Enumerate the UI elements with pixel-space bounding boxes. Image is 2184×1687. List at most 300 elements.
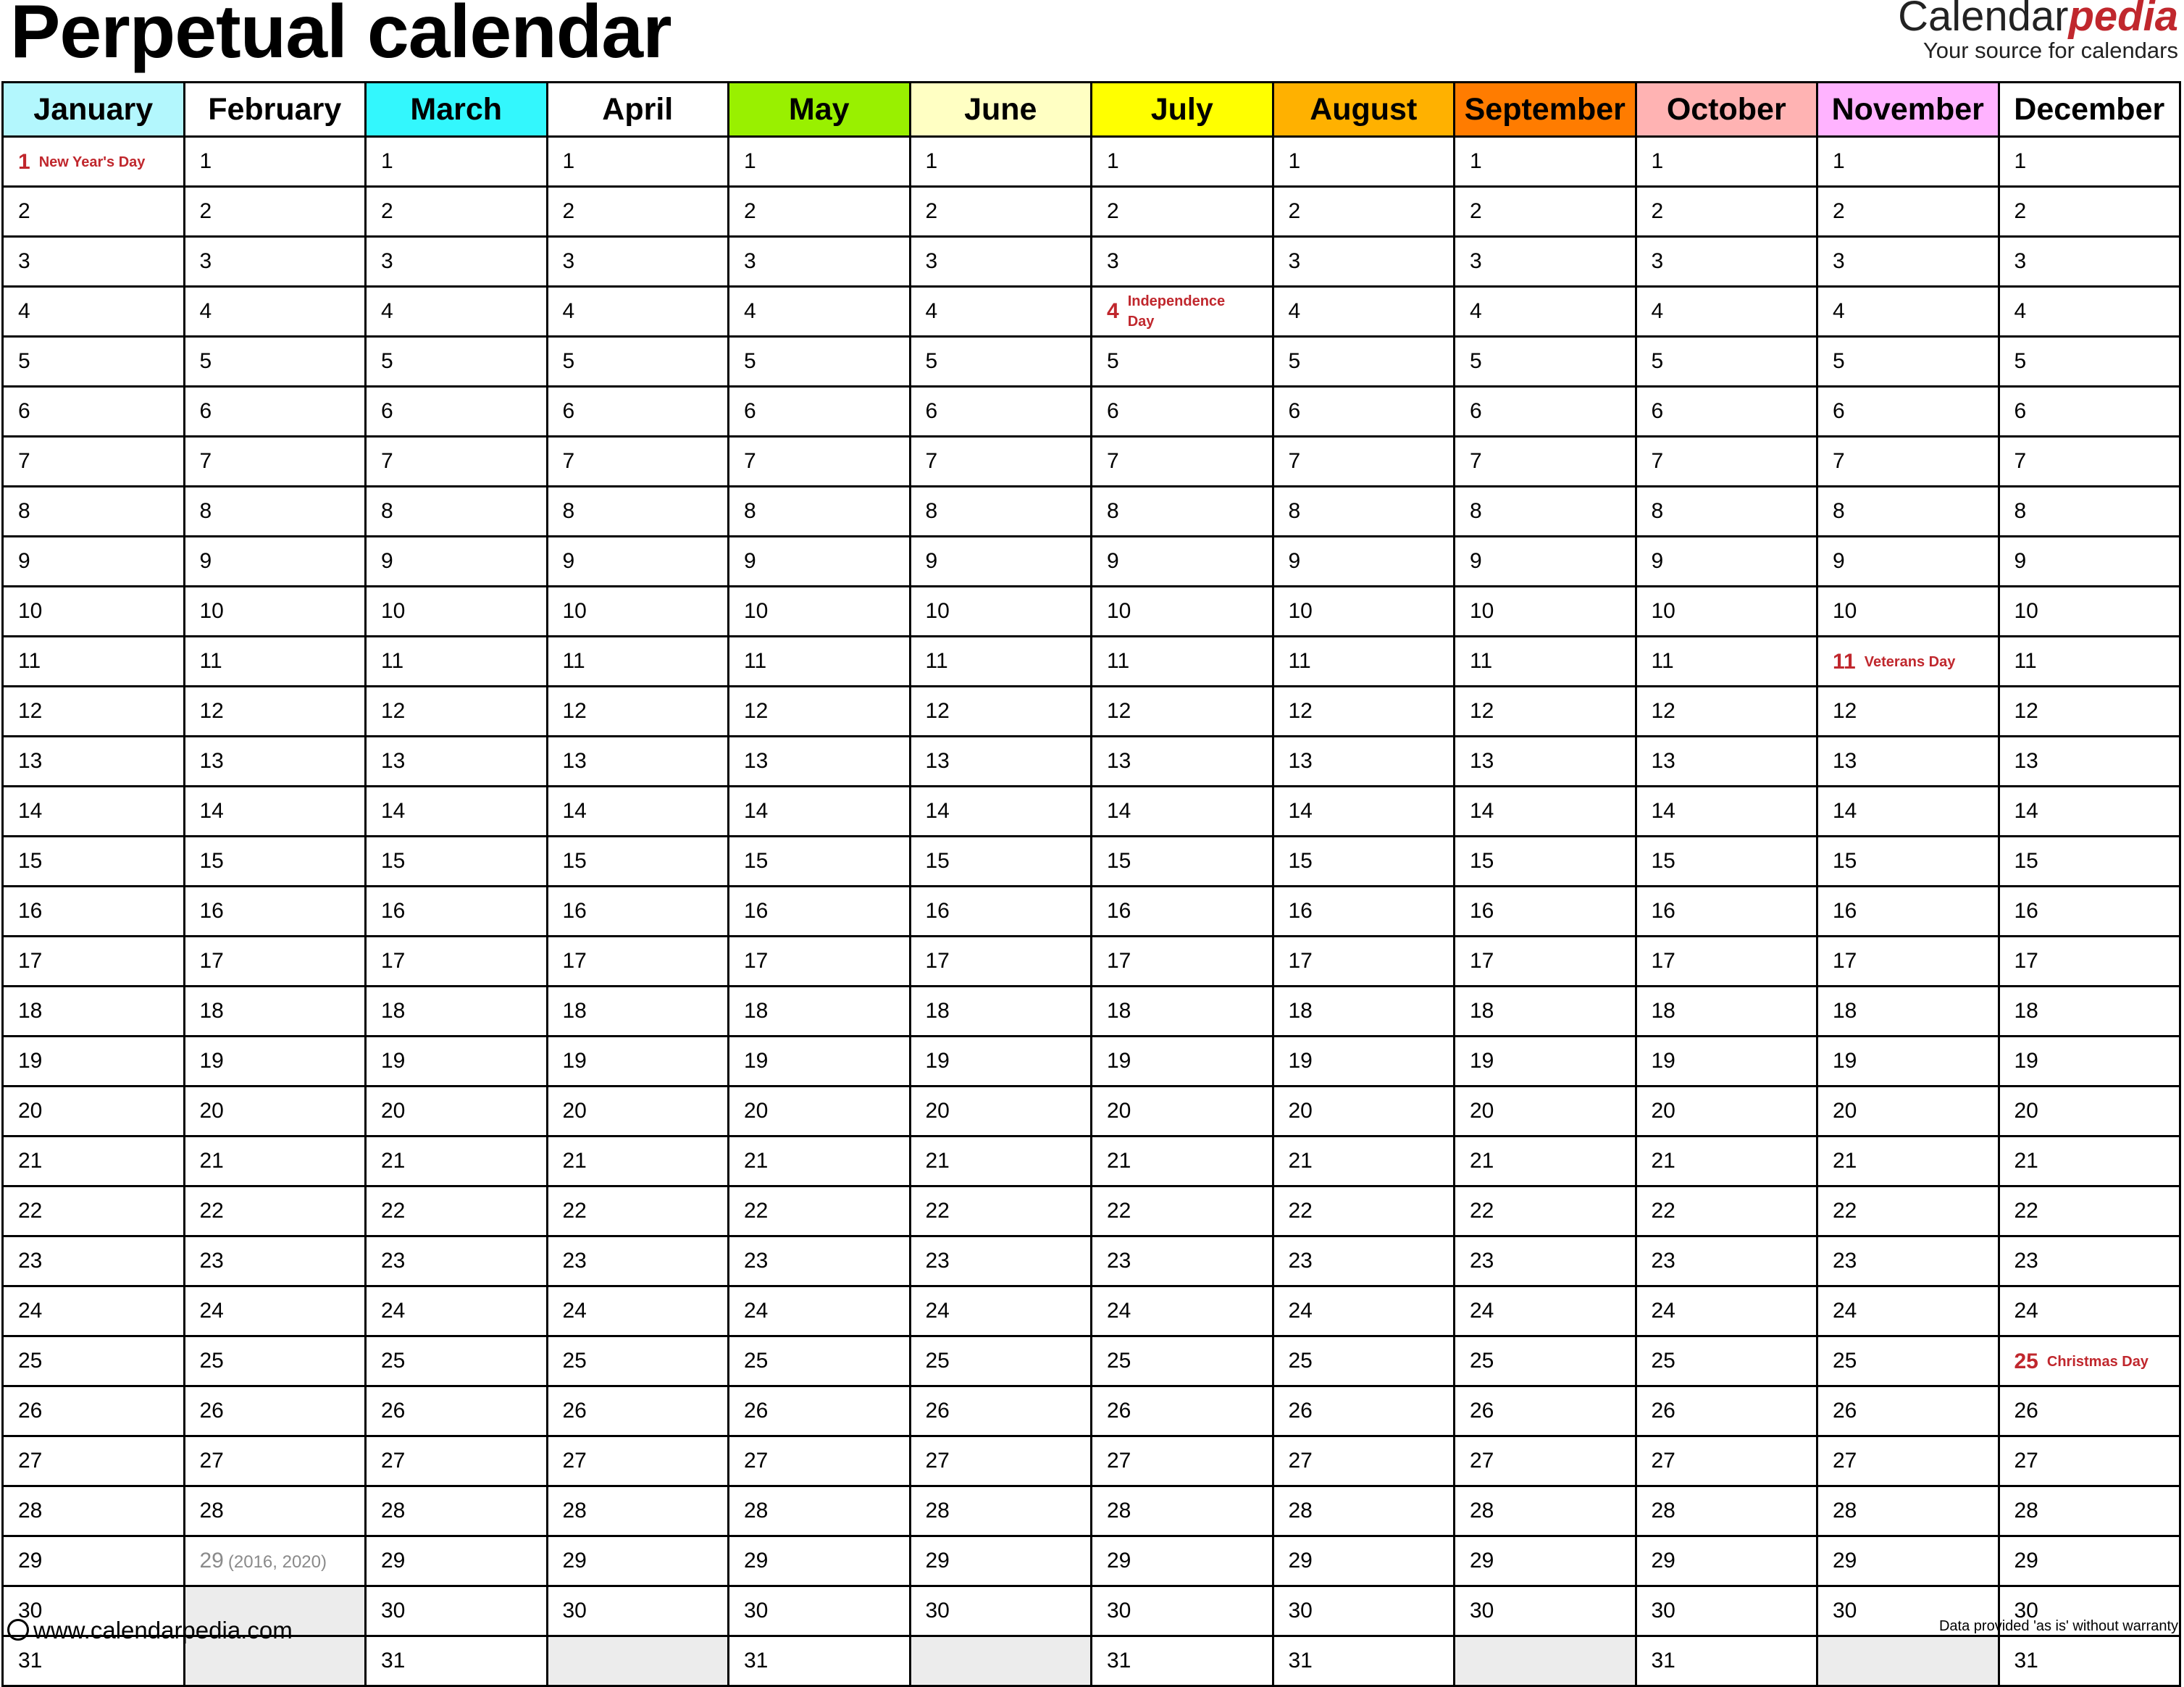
- day-cell: 29: [910, 1536, 1092, 1586]
- day-cell: 27: [1273, 1436, 1455, 1486]
- day-cell: 8: [1273, 487, 1455, 537]
- day-cell: 16: [1817, 887, 1999, 937]
- day-cell: 2: [366, 187, 548, 237]
- month-header-january: January: [3, 83, 185, 137]
- day-cell: 11: [1999, 637, 2180, 687]
- day-cell: 27: [1455, 1436, 1636, 1486]
- table-row: [3, 187, 2180, 237]
- day-cell: 17: [3, 937, 185, 987]
- day-cell: 16: [3, 887, 185, 937]
- day-cell: 25: [184, 1336, 366, 1386]
- day-cell: 30: [910, 1586, 1092, 1636]
- day-cell: 8: [729, 487, 911, 537]
- day-cell: 4: [910, 287, 1092, 337]
- day-cell: 3: [366, 237, 548, 287]
- day-cell: 19: [3, 1037, 185, 1087]
- website-link[interactable]: [7, 1617, 293, 1644]
- day-cell: 30: [1636, 1586, 1817, 1636]
- day-cell: 3: [729, 237, 911, 287]
- day-cell: 27: [184, 1436, 366, 1486]
- day-cell: 9: [1455, 537, 1636, 587]
- day-cell: 28: [184, 1486, 366, 1536]
- day-cell: 7: [910, 437, 1092, 487]
- day-cell: 11: [910, 637, 1092, 687]
- day-cell: 10: [1636, 587, 1817, 637]
- day-cell: 16: [1999, 887, 2180, 937]
- day-cell: 7: [1273, 437, 1455, 487]
- table-row: [3, 587, 2180, 637]
- day-cell: 11: [184, 637, 366, 687]
- day-cell: 14: [729, 787, 911, 837]
- day-cell: 16: [1455, 887, 1636, 937]
- day-cell: 27: [1999, 1436, 2180, 1486]
- day-cell: 25: [910, 1336, 1092, 1386]
- day-cell: 23: [1999, 1236, 2180, 1286]
- day-cell: 12: [1999, 687, 2180, 737]
- day-cell: 2: [1999, 187, 2180, 237]
- day-cell: 10: [1999, 587, 2180, 637]
- day-cell: 6: [1636, 387, 1817, 437]
- day-cell: 28: [1817, 1486, 1999, 1536]
- month-header-row: [3, 83, 2180, 137]
- day-cell: 25: [1092, 1336, 1273, 1386]
- day-cell: 31: [3, 1636, 185, 1686]
- day-cell: 5: [729, 337, 911, 387]
- day-cell: 26: [1092, 1386, 1273, 1436]
- month-header-october: October: [1636, 83, 1817, 137]
- day-cell: 23: [184, 1236, 366, 1286]
- day-cell: 24: [1273, 1286, 1455, 1336]
- brand-tagline: Your source for calendars: [1922, 38, 2178, 63]
- day-cell: 23: [1817, 1236, 1999, 1286]
- day-cell: 17: [729, 937, 911, 987]
- day-cell: 18: [3, 987, 185, 1037]
- day-cell: 9: [184, 537, 366, 587]
- day-cell: 20: [366, 1087, 548, 1136]
- day-cell: 14: [1817, 787, 1999, 837]
- day-cell: 14: [184, 787, 366, 837]
- table-row: [3, 837, 2180, 887]
- day-cell: 28: [1273, 1486, 1455, 1536]
- month-header-september: September: [1455, 83, 1636, 137]
- day-cell: 18: [1999, 987, 2180, 1037]
- day-cell: 9: [729, 537, 911, 587]
- day-cell: 30: [729, 1586, 911, 1636]
- page-title: Perpetual calendar: [10, 0, 671, 74]
- day-cell: 17: [1636, 937, 1817, 987]
- day-cell: 21: [1455, 1136, 1636, 1186]
- day-cell: 12: [1817, 687, 1999, 737]
- day-cell: 7: [547, 437, 729, 487]
- disclaimer: Data provided 'as is' without warranty: [1938, 1618, 2178, 1634]
- day-cell: 18: [1455, 987, 1636, 1037]
- day-cell: 8: [366, 487, 548, 537]
- website-text: www.calendarpedia.com: [33, 1617, 293, 1644]
- day-cell: 22: [1092, 1186, 1273, 1236]
- day-cell: 1: [1273, 137, 1455, 187]
- day-cell: 15: [1455, 837, 1636, 887]
- day-cell: 22: [1999, 1186, 2180, 1236]
- day-cell: 24: [1636, 1286, 1817, 1336]
- month-header-march: March: [366, 83, 548, 137]
- holiday-cell: [1817, 637, 1999, 687]
- day-cell: 11: [1092, 637, 1273, 687]
- day-cell: 26: [1817, 1386, 1999, 1436]
- day-cell: 24: [3, 1286, 185, 1336]
- day-cell: 24: [184, 1286, 366, 1336]
- day-cell: 13: [1455, 737, 1636, 787]
- day-cell: 2: [1455, 187, 1636, 237]
- day-cell: 23: [910, 1236, 1092, 1286]
- day-cell: 7: [1455, 437, 1636, 487]
- empty-day-cell: [547, 1636, 729, 1686]
- day-cell: 7: [1092, 437, 1273, 487]
- day-cell: 3: [1999, 237, 2180, 287]
- day-cell: 14: [1273, 787, 1455, 837]
- day-cell: 9: [547, 537, 729, 587]
- day-cell: 25: [1273, 1336, 1455, 1386]
- day-cell: 8: [3, 487, 185, 537]
- day-cell: 5: [547, 337, 729, 387]
- leap-day-number: 29: [199, 1549, 224, 1573]
- day-cell: 11: [3, 637, 185, 687]
- day-cell: 10: [910, 587, 1092, 637]
- day-cell: 26: [3, 1386, 185, 1436]
- holiday-cell: [1092, 287, 1273, 337]
- day-cell: 13: [910, 737, 1092, 787]
- day-cell: 21: [3, 1136, 185, 1186]
- day-cell: 21: [1636, 1136, 1817, 1186]
- day-cell: 10: [3, 587, 185, 637]
- day-cell: 23: [3, 1236, 185, 1286]
- holiday-cell: [3, 137, 185, 187]
- day-cell: 1: [547, 137, 729, 187]
- day-cell: 11: [729, 637, 911, 687]
- day-cell: 15: [184, 837, 366, 887]
- day-cell: 8: [1817, 487, 1999, 537]
- day-cell: 6: [910, 387, 1092, 437]
- brand-logo[interactable]: [1898, 0, 2178, 62]
- holiday-cell: [1999, 1336, 2180, 1386]
- day-cell: 29: [1092, 1536, 1273, 1586]
- day-cell: 13: [1817, 737, 1999, 787]
- table-row: [3, 1336, 2180, 1386]
- day-cell: 2: [184, 187, 366, 237]
- day-cell: 5: [366, 337, 548, 387]
- day-cell: 25: [547, 1336, 729, 1386]
- day-cell: 22: [1817, 1186, 1999, 1236]
- holiday-name: Independence Day: [1127, 293, 1226, 330]
- day-cell: 22: [1455, 1186, 1636, 1236]
- day-cell: 27: [729, 1436, 911, 1486]
- month-header-april: April: [547, 83, 729, 137]
- day-cell: 29: [1273, 1536, 1455, 1586]
- day-cell: 20: [910, 1087, 1092, 1136]
- day-cell: 1: [1999, 137, 2180, 187]
- day-cell: 4: [547, 287, 729, 337]
- day-cell: 26: [366, 1386, 548, 1436]
- day-cell: 10: [1455, 587, 1636, 637]
- day-cell: 21: [366, 1136, 548, 1186]
- day-cell: 26: [1455, 1386, 1636, 1436]
- table-row: [3, 237, 2180, 287]
- day-cell: 28: [1636, 1486, 1817, 1536]
- day-cell: 14: [1092, 787, 1273, 837]
- table-row: [3, 1186, 2180, 1236]
- day-cell: 26: [1999, 1386, 2180, 1436]
- day-cell: 30: [547, 1586, 729, 1636]
- calendar-table: [1, 81, 2181, 1687]
- globe-icon: [7, 1619, 29, 1641]
- day-cell: 23: [366, 1236, 548, 1286]
- day-cell: 14: [1455, 787, 1636, 837]
- empty-day-cell: [910, 1636, 1092, 1686]
- day-cell: 16: [1636, 887, 1817, 937]
- day-cell: 27: [366, 1436, 548, 1486]
- day-cell: 19: [1273, 1037, 1455, 1087]
- day-cell: 29: [1636, 1536, 1817, 1586]
- day-cell: 2: [1636, 187, 1817, 237]
- day-cell: 24: [366, 1286, 548, 1336]
- day-cell: 31: [729, 1636, 911, 1686]
- day-cell: 7: [3, 437, 185, 487]
- day-cell: 12: [729, 687, 911, 737]
- day-cell: 6: [366, 387, 548, 437]
- table-row: [3, 287, 2180, 337]
- day-cell: 11: [1273, 637, 1455, 687]
- day-cell: 17: [547, 937, 729, 987]
- calendar-body: [3, 137, 2180, 1686]
- day-cell: 2: [910, 187, 1092, 237]
- day-cell: 17: [1092, 937, 1273, 987]
- day-cell: 29: [1455, 1536, 1636, 1586]
- day-cell: 15: [1999, 837, 2180, 887]
- month-header-november: November: [1817, 83, 1999, 137]
- day-cell: 15: [1636, 837, 1817, 887]
- day-cell: 21: [729, 1136, 911, 1186]
- table-row: [3, 1087, 2180, 1136]
- day-cell: 20: [3, 1087, 185, 1136]
- day-cell: 5: [1273, 337, 1455, 387]
- day-cell: 9: [1999, 537, 2180, 587]
- day-cell: 10: [184, 587, 366, 637]
- day-cell: 30: [1817, 1586, 1999, 1636]
- day-cell: 4: [3, 287, 185, 337]
- day-cell: 7: [729, 437, 911, 487]
- day-cell: 22: [547, 1186, 729, 1236]
- day-cell: 9: [1636, 537, 1817, 587]
- day-cell: 15: [547, 837, 729, 887]
- day-cell: 21: [910, 1136, 1092, 1186]
- day-cell: 13: [1092, 737, 1273, 787]
- day-cell: 28: [1999, 1486, 2180, 1536]
- day-cell: 28: [910, 1486, 1092, 1536]
- day-cell: 25: [1817, 1336, 1999, 1386]
- day-cell: 2: [3, 187, 185, 237]
- day-cell: 19: [184, 1037, 366, 1087]
- table-row: [3, 687, 2180, 737]
- day-cell: 20: [547, 1087, 729, 1136]
- day-cell: 11: [547, 637, 729, 687]
- day-cell: 21: [1273, 1136, 1455, 1186]
- day-cell: 13: [1999, 737, 2180, 787]
- month-header-may: May: [729, 83, 911, 137]
- day-cell: 28: [3, 1486, 185, 1536]
- brand-name-accent: pedia: [2068, 0, 2178, 40]
- brand-name-main: Calendar: [1898, 0, 2069, 40]
- day-cell: 13: [366, 737, 548, 787]
- day-cell: 30: [366, 1586, 548, 1636]
- day-cell: 23: [1273, 1236, 1455, 1286]
- day-cell: 30: [1273, 1586, 1455, 1636]
- day-cell: 21: [1999, 1136, 2180, 1186]
- day-cell: 18: [1817, 987, 1999, 1037]
- day-cell: 9: [1092, 537, 1273, 587]
- holiday-name: Christmas Day: [2046, 1353, 2149, 1370]
- day-cell: 14: [366, 787, 548, 837]
- day-cell: 29: [547, 1536, 729, 1586]
- day-cell: 18: [910, 987, 1092, 1037]
- day-cell: 10: [1092, 587, 1273, 637]
- table-row: [3, 1136, 2180, 1186]
- day-cell: 29: [1999, 1536, 2180, 1586]
- day-cell: 8: [1092, 487, 1273, 537]
- day-cell: 4: [1273, 287, 1455, 337]
- day-cell: 25: [1636, 1336, 1817, 1386]
- day-cell: 14: [547, 787, 729, 837]
- month-header-december: December: [1999, 83, 2180, 137]
- day-cell: 20: [1455, 1087, 1636, 1136]
- day-cell: 25: [1455, 1336, 1636, 1386]
- day-cell: 26: [184, 1386, 366, 1436]
- table-row: [3, 1636, 2180, 1686]
- day-cell: 22: [366, 1186, 548, 1236]
- day-cell: 10: [1817, 587, 1999, 637]
- day-cell: 6: [1999, 387, 2180, 437]
- day-cell: 12: [366, 687, 548, 737]
- table-row: [3, 387, 2180, 437]
- table-row: [3, 437, 2180, 487]
- day-cell: 13: [729, 737, 911, 787]
- day-cell: 15: [3, 837, 185, 887]
- day-cell: 26: [910, 1386, 1092, 1436]
- day-cell: 30: [1455, 1586, 1636, 1636]
- holiday-name: New Year's Day: [38, 154, 146, 170]
- day-cell: 25: [729, 1336, 911, 1386]
- table-row: [3, 1436, 2180, 1486]
- day-cell: 12: [1455, 687, 1636, 737]
- day-cell: 18: [1636, 987, 1817, 1037]
- day-cell: 22: [3, 1186, 185, 1236]
- day-cell: 5: [184, 337, 366, 387]
- day-cell: 7: [1999, 437, 2180, 487]
- empty-day-cell: [1455, 1636, 1636, 1686]
- day-cell: 16: [366, 887, 548, 937]
- day-cell: 17: [184, 937, 366, 987]
- day-cell: 1: [366, 137, 548, 187]
- holiday-day-number: 4: [1107, 299, 1119, 323]
- day-cell: 6: [3, 387, 185, 437]
- day-cell: 12: [1273, 687, 1455, 737]
- day-cell: 7: [366, 437, 548, 487]
- day-cell: 16: [1092, 887, 1273, 937]
- day-cell: 1: [729, 137, 911, 187]
- day-cell: 3: [3, 237, 185, 287]
- day-cell: 8: [547, 487, 729, 537]
- day-cell: 30: [1092, 1586, 1273, 1636]
- holiday-day-number: 11: [1833, 649, 1856, 674]
- day-cell: 29: [366, 1536, 548, 1586]
- day-cell: 8: [1999, 487, 2180, 537]
- day-cell: 13: [547, 737, 729, 787]
- day-cell: 2: [1092, 187, 1273, 237]
- day-cell: 13: [3, 737, 185, 787]
- day-cell: 27: [3, 1436, 185, 1486]
- day-cell: 4: [1455, 287, 1636, 337]
- day-cell: 19: [547, 1037, 729, 1087]
- table-row: [3, 737, 2180, 787]
- day-cell: 23: [729, 1236, 911, 1286]
- empty-day-cell: [1817, 1636, 1999, 1686]
- day-cell: 2: [547, 187, 729, 237]
- day-cell: 7: [1817, 437, 1999, 487]
- day-cell: 11: [366, 637, 548, 687]
- day-cell: 2: [1817, 187, 1999, 237]
- day-cell: 8: [910, 487, 1092, 537]
- day-cell: 22: [910, 1186, 1092, 1236]
- day-cell: 4: [1817, 287, 1999, 337]
- day-cell: 20: [1092, 1087, 1273, 1136]
- day-cell: 17: [1273, 937, 1455, 987]
- day-cell: 31: [1636, 1636, 1817, 1686]
- day-cell: 21: [1092, 1136, 1273, 1186]
- day-cell: 23: [1636, 1236, 1817, 1286]
- day-cell: 31: [366, 1636, 548, 1686]
- day-cell: 1: [184, 137, 366, 187]
- day-cell: 17: [1455, 937, 1636, 987]
- day-cell: 15: [366, 837, 548, 887]
- month-header-august: August: [1273, 83, 1455, 137]
- day-cell: 15: [1817, 837, 1999, 887]
- day-cell: 26: [547, 1386, 729, 1436]
- day-cell: 19: [1092, 1037, 1273, 1087]
- day-cell: 4: [1636, 287, 1817, 337]
- day-cell: 16: [729, 887, 911, 937]
- day-cell: 5: [910, 337, 1092, 387]
- day-cell: 13: [1273, 737, 1455, 787]
- table-row: [3, 537, 2180, 587]
- day-cell: 28: [547, 1486, 729, 1536]
- table-row: [3, 1037, 2180, 1087]
- day-cell: 21: [1817, 1136, 1999, 1186]
- day-cell: 20: [1273, 1087, 1455, 1136]
- day-cell: 5: [1092, 337, 1273, 387]
- day-cell: 3: [1636, 237, 1817, 287]
- day-cell: 19: [366, 1037, 548, 1087]
- day-cell: 23: [1092, 1236, 1273, 1286]
- day-cell: 15: [1273, 837, 1455, 887]
- day-cell: 27: [1817, 1436, 1999, 1486]
- day-cell: 29: [3, 1536, 185, 1586]
- day-cell: 14: [910, 787, 1092, 837]
- day-cell: 18: [729, 987, 911, 1037]
- day-cell: 16: [910, 887, 1092, 937]
- day-cell: 20: [729, 1087, 911, 1136]
- table-row: [3, 1286, 2180, 1336]
- day-cell: 20: [1817, 1087, 1999, 1136]
- day-cell: 3: [547, 237, 729, 287]
- day-cell: 16: [1273, 887, 1455, 937]
